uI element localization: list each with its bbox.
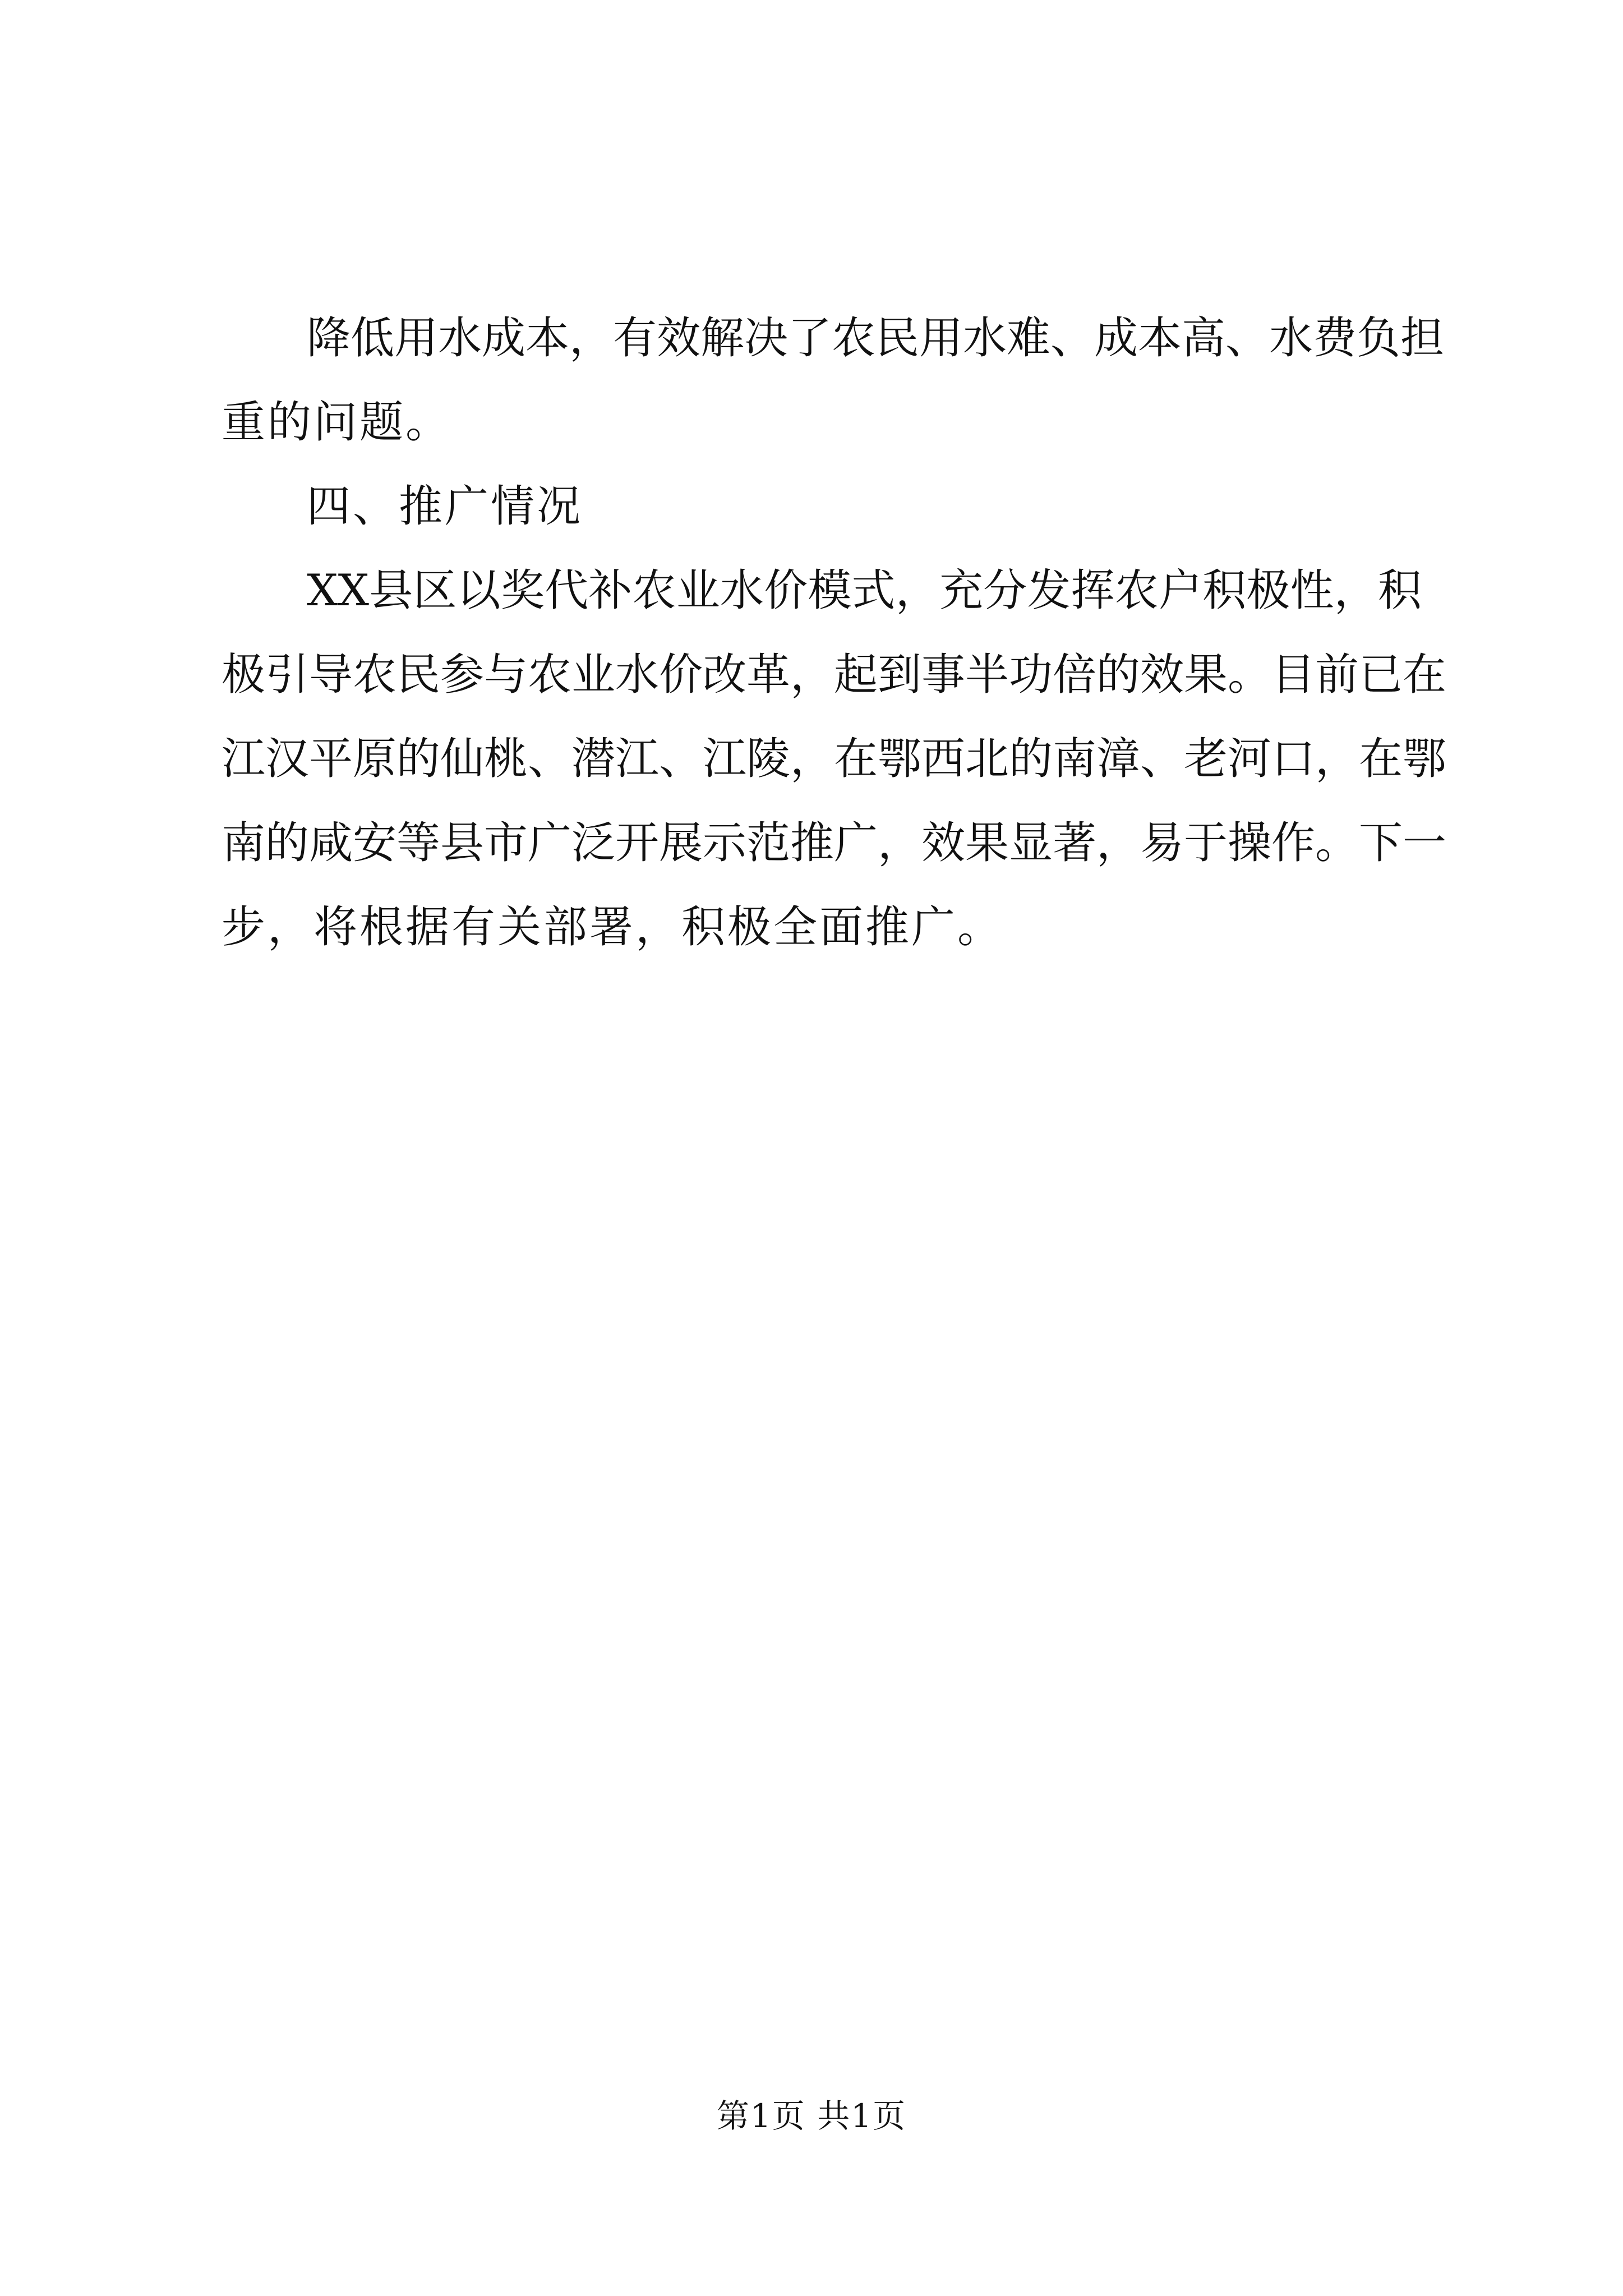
paragraph-1-line-2: 重的问题。 [222, 397, 452, 448]
paragraph-2-line-2: 极引导农民参与农业水价改革，起到事半功倍的效果。目前已在 [222, 650, 1447, 700]
paragraph-2-line-4: 南的咸安等县市广泛开展示范推广，效果显著，易于操作。下一 [222, 818, 1447, 868]
paragraph-2-line-3: 江汉平原的仙桃、潜江、江陵，在鄂西北的南漳、老河口，在鄂 [222, 734, 1447, 784]
document-body [222, 296, 1447, 969]
paragraph-2-line-1: XX县区以奖代补农业水价模式，充分发挥农户积极性，积 [307, 565, 1422, 616]
paragraph-2-line-5: 步，将根据有关部署，积极全面推广。 [222, 902, 1004, 953]
section-heading: 四、推广情况 [307, 481, 583, 532]
paragraph-1-line-1: 降低用水成本，有效解决了农民用水难、成本高、水费负担 [307, 313, 1445, 364]
page-number-footer: 第1页 共1页 [716, 2097, 907, 2135]
